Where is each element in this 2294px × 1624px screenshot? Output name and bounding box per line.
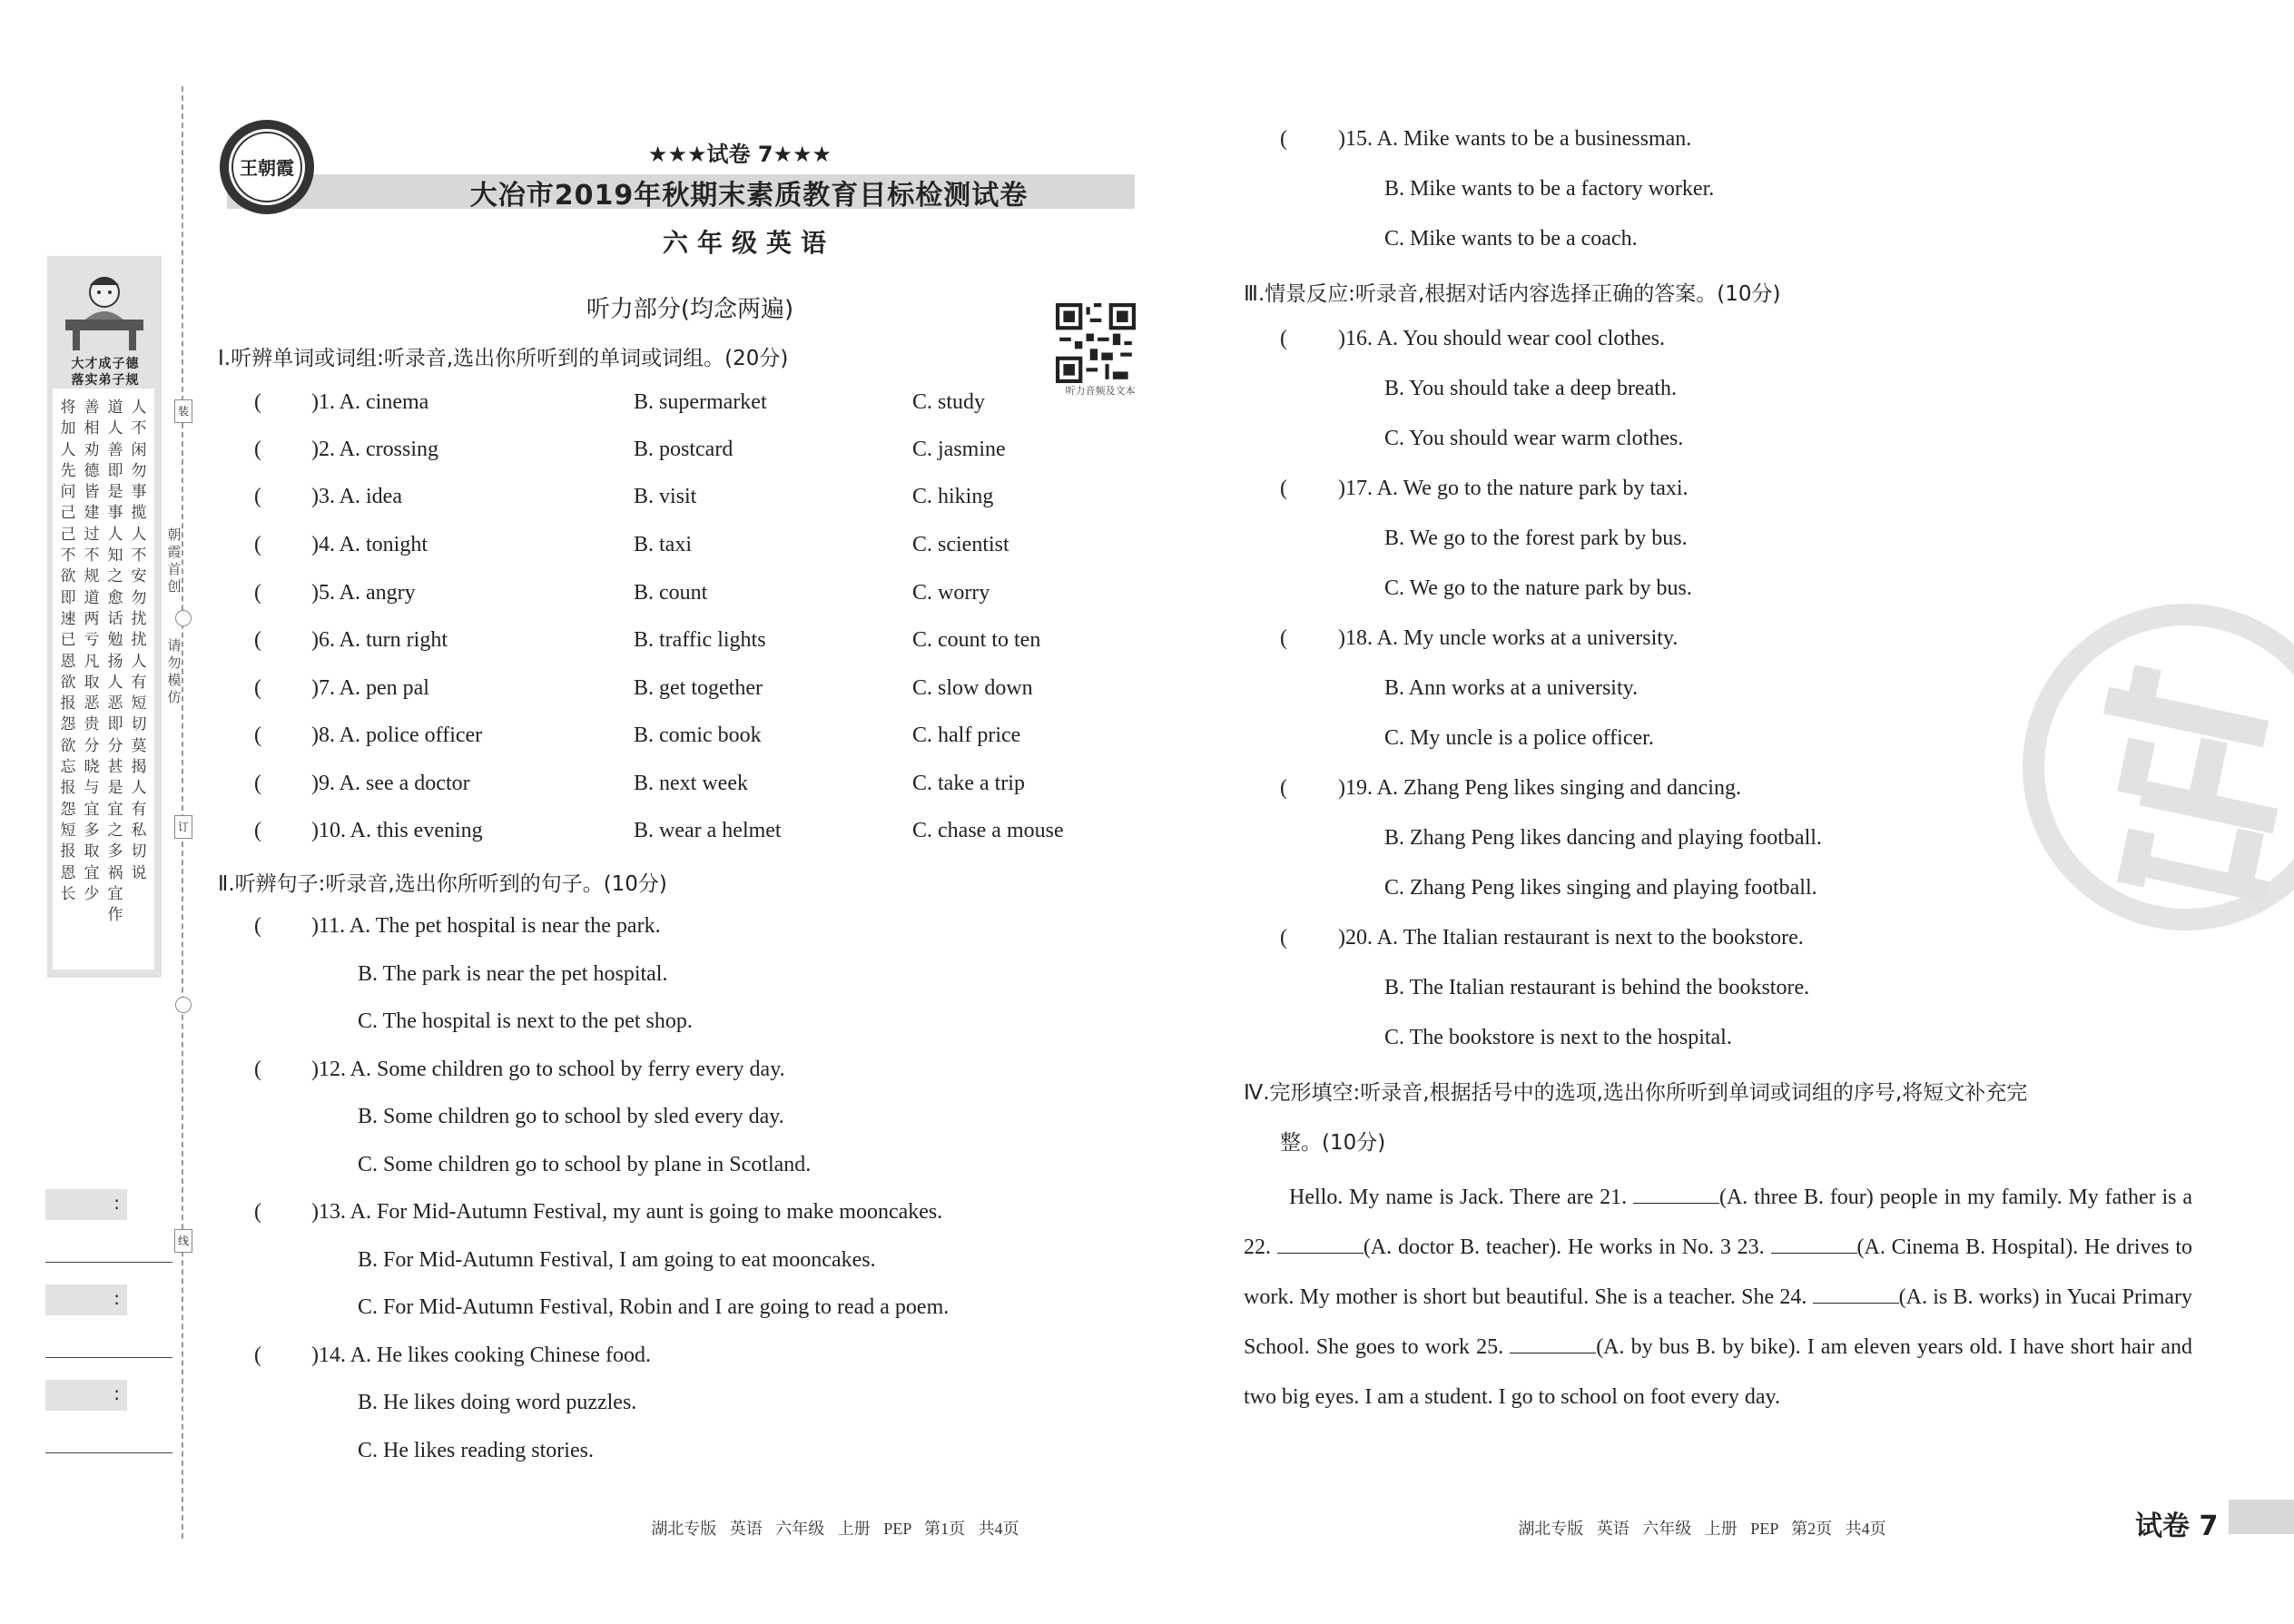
vertical-note-no-copy: 请勿模仿 xyxy=(167,637,182,705)
answer-paren[interactable]: ( xyxy=(1280,626,1287,650)
question-11-option-a: )11. A. The pet hospital is near the park. xyxy=(311,914,661,938)
question-5-option-b: B. count xyxy=(634,581,708,605)
binding-mark-ding: 订 xyxy=(174,815,192,839)
answer-paren[interactable]: ( xyxy=(254,1200,261,1224)
question-1-option-b: B. supermarket xyxy=(634,390,767,414)
answer-paren[interactable]: ( xyxy=(1280,776,1287,800)
question-20-option-b: B. The Italian restaurant is behind the bookstore. xyxy=(1384,976,1810,999)
answer-paren[interactable]: ( xyxy=(254,581,261,605)
answer-paren[interactable]: ( xyxy=(254,1343,261,1367)
motto-panel xyxy=(47,256,162,978)
motto-title-2: 落实弟子规 xyxy=(71,373,140,388)
question-18-option-b: B. Ann works at a university. xyxy=(1384,676,1639,700)
question-10-option-c: C. chase a mouse xyxy=(912,819,1064,842)
cloze-text: . He works in No. 3 23. xyxy=(1556,1235,1771,1259)
question-4-option-c: C. scientist xyxy=(912,533,1009,556)
answer-paren[interactable]: ( xyxy=(254,1058,261,1081)
question-2-option-a: )2. A. crossing xyxy=(311,438,438,461)
question-6-option-c: C. count to ten xyxy=(912,628,1041,652)
motto-text-area xyxy=(53,389,154,969)
corner-band xyxy=(2229,1500,2294,1534)
question-5-option-c: C. worry xyxy=(912,581,990,605)
answer-paren[interactable]: ( xyxy=(254,628,261,652)
class-field-line[interactable] xyxy=(45,1357,172,1358)
exam-number-tag: ★★★试卷 7★★★ xyxy=(647,142,832,167)
question-7-option-c: C. slow down xyxy=(912,676,1033,700)
blank-21[interactable] xyxy=(1633,1185,1719,1204)
punch-hole-icon xyxy=(175,610,192,626)
cloze-options-25: (A. by bus B. by bike) xyxy=(1596,1335,1796,1359)
class-field-label: : xyxy=(45,1284,127,1315)
answer-paren[interactable]: ( xyxy=(254,390,261,414)
motto-title-1: 大才成子德 xyxy=(71,357,140,371)
motto-column: 善相劝德皆建过不规道两亏凡取恶贵分晓与宜多取宜少 xyxy=(84,399,100,903)
binding-mark-xian: 线 xyxy=(174,1229,192,1253)
cloze-text: in Yucai Primary School. She goes to work 25. xyxy=(1244,1285,2193,1359)
binding-mark-zhuang: 装 xyxy=(174,399,192,423)
blank-25[interactable] xyxy=(1510,1334,1596,1353)
answer-paren[interactable]: ( xyxy=(254,914,261,938)
question-9-option-c: C. take a trip xyxy=(912,772,1025,795)
exam-title: 大冶市2019年秋期末素质教育目标检测试卷 xyxy=(469,180,1029,212)
section-3-heading: Ⅲ.情景反应:听录音,根据对话内容选择正确的答案。(10分) xyxy=(1244,282,1781,306)
exam-subtitle: 六年级英语 xyxy=(662,228,835,258)
question-15-option-b: B. Mike wants to be a factory worker. xyxy=(1384,177,1715,201)
question-12-option-c: C. Some children go to school by plane in Scotland. xyxy=(358,1153,812,1176)
answer-paren[interactable]: ( xyxy=(254,723,261,747)
question-12-option-a: )12. A. Some children go to school by ferry every day. xyxy=(311,1058,785,1081)
question-15-option-a: )15. A. Mike wants to be a businessman. xyxy=(1338,127,1692,151)
question-10-option-a: )10. A. this evening xyxy=(311,819,483,842)
question-14-option-a: )14. A. He likes cooking Chinese food. xyxy=(311,1343,651,1367)
footer-page-1: 湖北专版 英语 六年级 上册 PEP 第1页 共4页 xyxy=(651,1520,1019,1538)
secret-seal-watermark-icon xyxy=(2023,604,2294,930)
cloze-text: . I am eleven years old. I have short hair and two big eyes. I am a student. I go to school on foot every day. xyxy=(1244,1335,2193,1409)
question-8-option-c: C. half price xyxy=(912,723,1021,747)
cloze-text: . He drives to work. My mother is short but beautiful. She is a teacher. She 24. xyxy=(1244,1235,2192,1309)
answer-paren[interactable]: ( xyxy=(1280,127,1287,151)
question-19-option-b: B. Zhang Peng likes dancing and playing football. xyxy=(1384,826,1822,850)
section-1-heading: Ⅰ.听辨单词或词组:听录音,选出你所听到的单词或词组。(20分) xyxy=(218,347,789,370)
question-6-option-a: )6. A. turn right xyxy=(311,628,448,652)
answer-paren[interactable]: ( xyxy=(254,772,261,795)
question-3-option-b: B. visit xyxy=(634,485,697,508)
question-3-option-a: )3. A. idea xyxy=(311,485,402,508)
question-17-option-c: C. We go to the nature park by bus. xyxy=(1384,576,1692,600)
answer-paren[interactable]: ( xyxy=(1280,327,1287,350)
question-9-option-b: B. next week xyxy=(634,772,748,795)
corner-exam-tag: 试卷 7 xyxy=(2135,1511,2219,1542)
punch-hole-icon xyxy=(175,997,192,1013)
question-2-option-c: C. jasmine xyxy=(912,438,1006,461)
blank-22[interactable] xyxy=(1277,1235,1364,1254)
motto-column: 将加人先问己己不欲即速已恩欲报怨欲忘报怨短报恩长 xyxy=(60,399,76,903)
cloze-passage xyxy=(1244,1173,2192,1422)
answer-paren[interactable]: ( xyxy=(1280,926,1287,950)
question-18-option-c: C. My uncle is a police officer. xyxy=(1384,726,1654,750)
answer-paren[interactable]: ( xyxy=(254,533,261,556)
question-4-option-b: B. taxi xyxy=(634,533,692,556)
name-field-label: : xyxy=(45,1189,127,1220)
question-1-option-a: )1. A. cinema xyxy=(311,390,429,414)
motto-column: 道人善即是事人知之愈话勉扬人恶即分甚是宜之多祸宜作 xyxy=(107,399,123,925)
question-19-option-a: )19. A. Zhang Peng likes singing and dancing. xyxy=(1338,776,1741,800)
motto-column: 人不闲勿事揽人不安勿扰扰人有短切莫揭人有私切说 xyxy=(131,399,147,882)
question-18-option-a: )18. A. My uncle works at a university. xyxy=(1338,626,1679,650)
question-7-option-a: )7. A. pen pal xyxy=(311,676,429,700)
question-13-option-b: B. For Mid-Autumn Festival, I am going to eat mooncakes. xyxy=(358,1248,876,1272)
question-12-option-b: B. Some children go to school by sled every day. xyxy=(358,1105,784,1128)
name-field-line[interactable] xyxy=(45,1262,172,1263)
question-11-option-b: B. The park is near the pet hospital. xyxy=(358,962,668,986)
question-4-option-a: )4. A. tonight xyxy=(311,533,428,556)
question-14-option-c: C. He likes reading stories. xyxy=(358,1439,594,1462)
question-16-option-c: C. You should wear warm clothes. xyxy=(1384,427,1684,450)
question-17-option-a: )17. A. We go to the nature park by taxi. xyxy=(1338,477,1689,500)
question-20-option-c: C. The bookstore is next to the hospital. xyxy=(1384,1026,1732,1049)
question-2-option-b: B. postcard xyxy=(634,438,733,461)
answer-paren[interactable]: ( xyxy=(254,676,261,700)
question-1-option-c: C. study xyxy=(912,390,986,414)
cloze-options-21: (A. three B. four) xyxy=(1718,1186,1874,1209)
cloze-options-24: (A. is B. works) xyxy=(1898,1285,2040,1309)
question-13-option-c: C. For Mid-Autumn Festival, Robin and I are going to read a poem. xyxy=(358,1295,950,1319)
cloze-options-22: (A. doctor B. teacher) xyxy=(1363,1235,1557,1259)
question-3-option-c: C. hiking xyxy=(912,485,994,508)
publisher-logo-icon xyxy=(216,116,318,218)
qr-code-icon[interactable] xyxy=(1056,303,1136,383)
vertical-note-original: 朝霞首创 xyxy=(167,527,182,595)
question-6-option-b: B. traffic lights xyxy=(634,628,766,652)
blank-24[interactable] xyxy=(1813,1284,1899,1304)
question-9-option-a: )9. A. see a doctor xyxy=(311,772,470,795)
question-15-option-c: C. Mike wants to be a coach. xyxy=(1384,227,1638,251)
section-4-heading: Ⅳ.完形填空:听录音,根据括号中的选项,选出你所听到单词或词组的序号,将短文补充完 xyxy=(1244,1081,2028,1105)
question-17-option-b: B. We go to the forest park by bus. xyxy=(1384,527,1688,550)
school-field-label: : xyxy=(45,1380,127,1411)
question-7-option-b: B. get together xyxy=(634,676,763,700)
question-16-option-a: )16. A. You should wear cool clothes. xyxy=(1338,327,1665,350)
answer-paren[interactable]: ( xyxy=(1280,477,1287,500)
binding-cut-line xyxy=(182,86,183,1539)
scholar-illustration-icon xyxy=(56,263,153,354)
question-8-option-a: )8. A. police officer xyxy=(311,723,483,747)
question-10-option-b: B. wear a helmet xyxy=(634,819,782,842)
question-16-option-b: B. You should take a deep breath. xyxy=(1384,377,1677,400)
listening-heading: 听力部分(均念两遍) xyxy=(586,296,794,323)
question-20-option-a: )20. A. The Italian restaurant is next to the bookstore. xyxy=(1338,926,1804,950)
cloze-text: people in my family. My father is a 22. xyxy=(1244,1186,2192,1259)
answer-paren[interactable]: ( xyxy=(254,438,261,461)
footer-page-2: 湖北专版 英语 六年级 上册 PEP 第2页 共4页 xyxy=(1518,1520,1886,1538)
answer-paren[interactable]: ( xyxy=(254,819,261,842)
question-19-option-c: C. Zhang Peng likes singing and playing football. xyxy=(1384,876,1817,900)
school-field-line[interactable] xyxy=(45,1452,172,1453)
question-5-option-a: )5. A. angry xyxy=(311,581,416,605)
logo-text: 王朝霞 xyxy=(240,157,294,179)
section-2-heading: Ⅱ.听辨句子:听录音,选出你所听到的句子。(10分) xyxy=(218,872,667,896)
blank-23[interactable] xyxy=(1771,1235,1857,1254)
qr-caption: 听力音频及文本 xyxy=(1065,385,1136,397)
answer-paren[interactable]: ( xyxy=(254,485,261,508)
question-8-option-b: B. comic book xyxy=(634,723,762,747)
section-4-heading-cont: 整。(10分) xyxy=(1280,1131,1386,1155)
question-11-option-c: C. The hospital is next to the pet shop. xyxy=(358,1009,693,1033)
question-13-option-a: )13. A. For Mid-Autumn Festival, my aunt is going to make mooncakes. xyxy=(311,1200,943,1224)
cloze-options-23: (A. Cinema B. Hospital) xyxy=(1856,1235,2073,1259)
question-14-option-b: B. He likes doing word puzzles. xyxy=(358,1391,637,1414)
cloze-text: Hello. My name is Jack. There are 21. xyxy=(1289,1186,1633,1209)
